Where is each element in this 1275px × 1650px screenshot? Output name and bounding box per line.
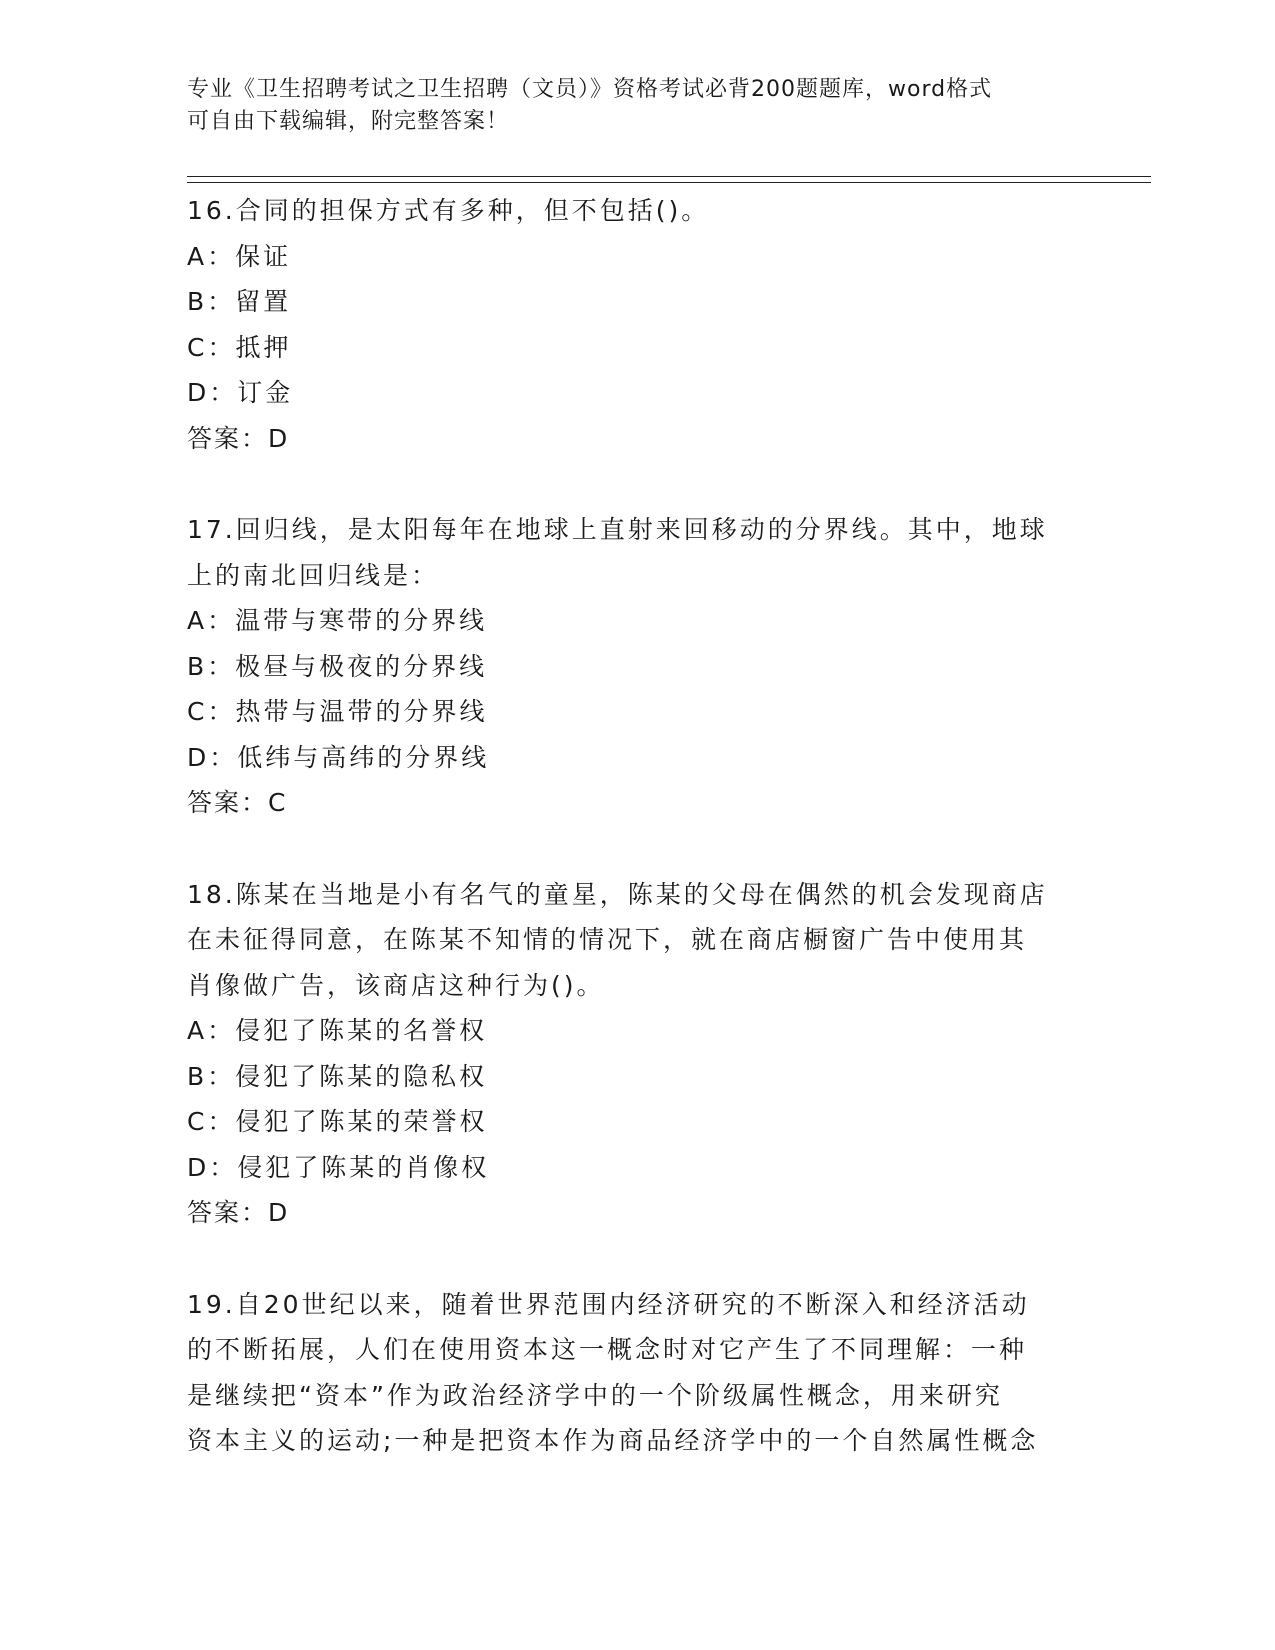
question-stem: 资本主义的运动;一种是把资本作为商品经济学中的一个自然属性概念 bbox=[187, 1426, 1039, 1455]
option-b: B：留置 bbox=[187, 287, 292, 316]
option-c: C：侵犯了陈某的荣誉权 bbox=[187, 1107, 488, 1136]
header-line: 专业《卫生招聘考试之卫生招聘（文员）》资格考试必背200题题库，word格式 bbox=[187, 77, 993, 102]
question-stem: 肖像做广告，该商店这种行为()。 bbox=[187, 970, 605, 1000]
option-d: D：订金 bbox=[187, 378, 294, 407]
option-b: B：侵犯了陈某的隐私权 bbox=[187, 1061, 488, 1091]
question-stem: 16.合同的担保方式有多种，但不包括()。 bbox=[187, 196, 710, 225]
option-a: A：侵犯了陈某的名誉权 bbox=[187, 1016, 488, 1045]
option-d: D：低纬与高纬的分界线 bbox=[187, 742, 490, 772]
question-list bbox=[187, 188, 1077, 1464]
question-16 bbox=[187, 188, 1077, 461]
question-stem: 在未征得同意，在陈某不知情的情况下，就在商店橱窗广告中使用其 bbox=[187, 925, 1028, 954]
answer-line: 答案：D bbox=[187, 423, 290, 453]
option-d: D：侵犯了陈某的肖像权 bbox=[187, 1152, 490, 1182]
answer-line: 答案：D bbox=[187, 1198, 290, 1227]
option-c: C：抵押 bbox=[187, 332, 292, 362]
header-divider bbox=[187, 182, 1151, 183]
question-stem: 上的南北回归线是： bbox=[187, 560, 440, 590]
header-divider bbox=[187, 176, 1151, 177]
document-header bbox=[187, 74, 1067, 138]
question-18 bbox=[187, 872, 1077, 1236]
question-stem: 19.自20世纪以来，随着世界范围内经济研究的不断深入和经济活动 bbox=[187, 1289, 1030, 1319]
question-17 bbox=[187, 507, 1077, 826]
question-19 bbox=[187, 1282, 1077, 1464]
option-b: B：极昼与极夜的分界线 bbox=[187, 651, 488, 681]
option-a: A：温带与寒带的分界线 bbox=[187, 606, 488, 635]
header-line: 可自由下载编辑，附完整答案！ bbox=[187, 109, 510, 134]
answer-line: 答案：C bbox=[187, 788, 288, 817]
question-stem: 的不断拓展，人们在使用资本这一概念时对它产生了不同理解：一种 bbox=[187, 1335, 1028, 1364]
option-c: C：热带与温带的分界线 bbox=[187, 697, 488, 726]
question-stem: 是继续把“资本”作为政治经济学中的一个阶级属性概念，用来研究 bbox=[187, 1380, 1003, 1410]
question-stem: 17.回归线，是太阳每年在地球上直射来回移动的分界线。其中，地球 bbox=[187, 515, 1048, 544]
option-a: A：保证 bbox=[187, 241, 292, 271]
question-stem: 18.陈某在当地是小有名气的童星，陈某的父母在偶然的机会发现商店 bbox=[187, 879, 1048, 909]
